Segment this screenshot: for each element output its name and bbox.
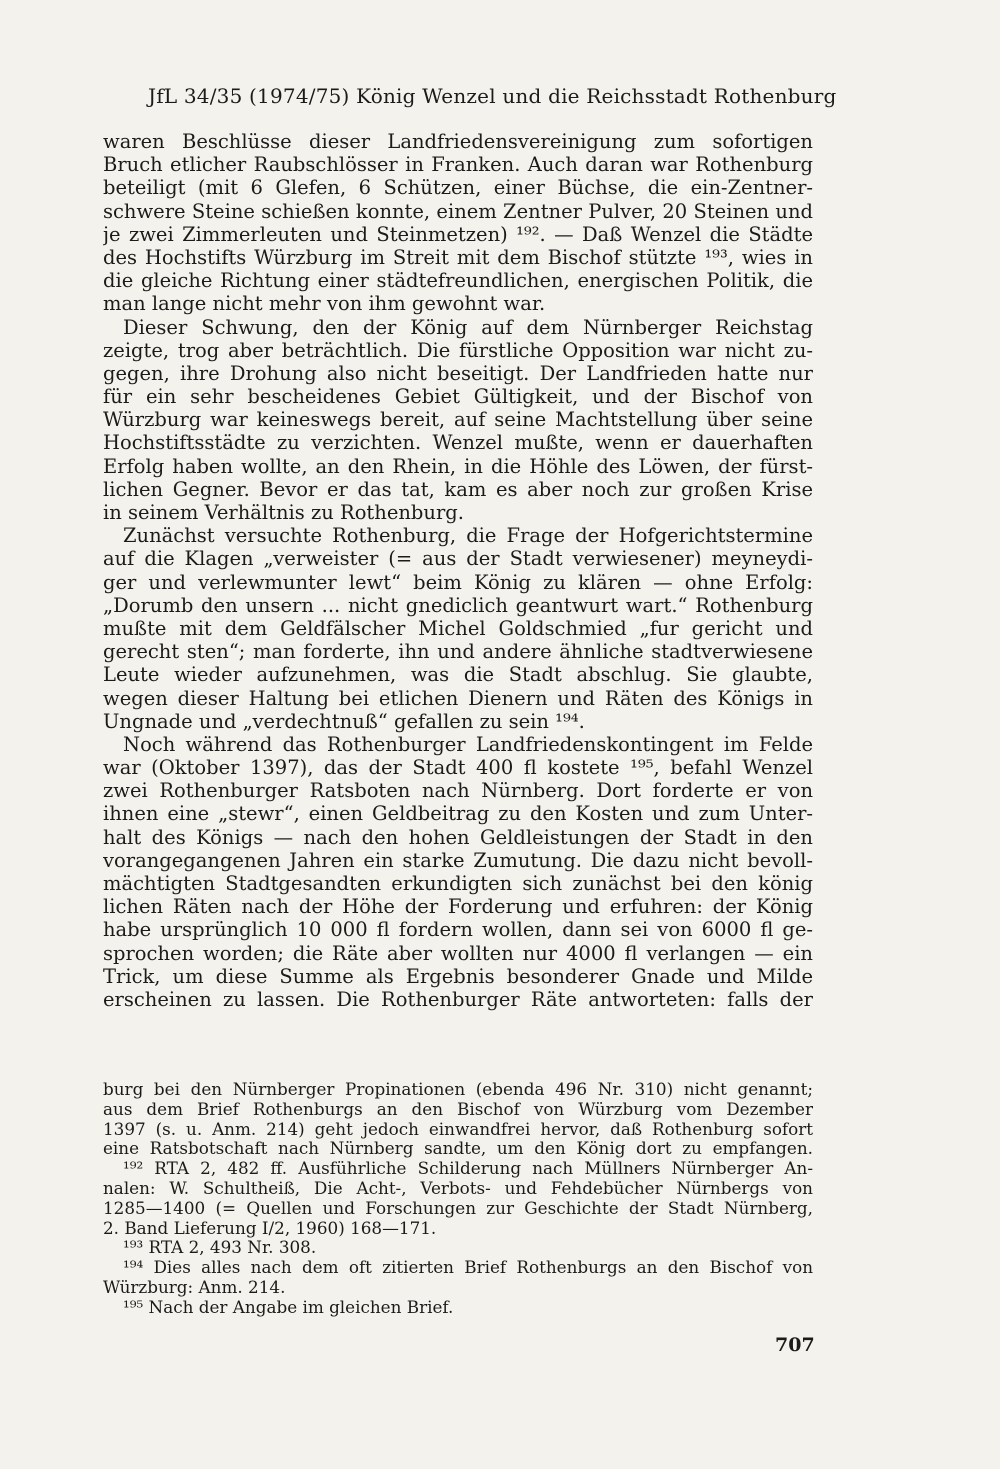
footnote-line: ¹⁹⁵ Nach der Angabe im gleichen Brief.	[123, 1297, 454, 1317]
main-text	[103, 130, 813, 1011]
text-line: Hochstiftsstädte zu verzichten. Wenzel mußte, wenn er dauerhaften	[103, 431, 813, 455]
text-line: erscheinen zu lassen. Die Rothenburger Räte antworteten: falls der	[103, 987, 813, 1011]
text-line: waren Beschlüsse dieser Landfriedensvereinigung zum sofortigen	[103, 130, 813, 153]
text-line: „Dorumb den unsern ... nicht gnediclich geantwurt wart.“ Rothenburg	[103, 593, 813, 617]
running-header: JfL 34/35 (1974/75) König Wenzel und die Reichsstadt Rothenburg	[148, 84, 837, 108]
text-line: man lange nicht mehr von ihm gewohnt war.	[103, 292, 546, 316]
text-line: vorangegangenen Jahren ein starke Zumutung. Die dazu nicht bevoll-	[103, 848, 813, 872]
text-line: Bruch etlicher Raubschlösser in Franken. Auch daran war Rothenburg	[103, 153, 813, 177]
text-line: ihnen eine „stewr“, einen Geldbeitrag zu den Kosten und zum Unter-	[103, 802, 813, 826]
text-line: in seinem Verhältnis zu Rothenburg.	[103, 501, 464, 524]
footnote-line: aus dem Brief Rothenburgs an den Bischof von Würzburg vom Dezember	[103, 1099, 813, 1119]
text-line: schwere Steine schießen konnte, einem Zentner Pulver, 20 Steinen und	[103, 199, 813, 223]
footnote-line: nalen: W. Schultheiß, Die Acht-, Verbots- und Fehdebücher Nürnbergs von	[103, 1178, 813, 1198]
text-line: zeigte, trog aber beträchtlich. Die fürstliche Opposition war nicht zu-	[103, 338, 813, 362]
footnotes	[103, 1080, 813, 1318]
text-line: wegen dieser Haltung bei etlichen Dienern und Räten des Königs in	[103, 686, 813, 710]
text-line: des Hochstifts Würzburg im Streit mit dem Bischof stützte ¹⁹³, wies in	[103, 245, 813, 269]
text-line: gerecht sten“; man forderte, ihn und andere ähnliche stadtverwiesene	[103, 640, 813, 664]
footnote-line: Würzburg: Anm. 214.	[103, 1277, 286, 1297]
text-line: auf die Klagen „verweister (= aus der Stadt verwiesener) meyneydi-	[103, 547, 813, 571]
footnote-line: ¹⁹⁴ Dies alles nach dem oft zitierten Brief Rothenburgs an den Bischof von	[123, 1258, 813, 1278]
text-line: Trick, um diese Summe als Ergebnis besonderer Gnade und Milde	[103, 964, 813, 988]
footnote-line: ¹⁹² RTA 2, 482 ff. Ausführliche Schilderung nach Müllners Nürnberger An-	[123, 1159, 813, 1179]
text-line: beteiligt (mit 6 Glefen, 6 Schützen, einer Büchse, die ein-Zentner-	[103, 176, 813, 200]
text-line: die gleiche Richtung einer städtefreundlichen, energischen Politik, die	[103, 269, 813, 293]
text-line: ger und verlewmunter lewt“ beim König zu klären — ohne Erfolg:	[103, 570, 813, 594]
footnote-line: ¹⁹³ RTA 2, 493 Nr. 308.	[123, 1238, 317, 1258]
text-line: Dieser Schwung, den der König auf dem Nürnberger Reichstag	[123, 315, 813, 339]
text-line: für ein sehr bescheidenes Gebiet Gültigkeit, und der Bischof von	[103, 385, 813, 409]
footnote-line: 1397 (s. u. Anm. 214) geht jedoch einwandfrei hervor, daß Rothenburg sofort	[103, 1119, 813, 1139]
text-line: gegen, ihre Drohung also nicht beseitigt. Der Landfrieden hatte nur	[103, 361, 813, 385]
text-line: lichen Gegner. Bevor er das tat, kam es aber noch zur großen Krise	[103, 477, 813, 501]
footnote-line: burg bei den Nürnberger Propinationen (ebenda 496 Nr. 310) nicht genannt;	[103, 1080, 813, 1099]
text-line: mächtigten Stadtgesandten erkundigten sich zunächst bei den könig	[103, 872, 813, 895]
text-line: Leute wieder aufzunehmen, was die Stadt abschlug. Sie glaubte,	[103, 663, 813, 687]
text-line: Erfolg haben wollte, an den Rhein, in die Höhle des Löwen, der fürst-	[103, 454, 813, 478]
text-line: mußte mit dem Geldfälscher Michel Goldschmied „fur gericht und	[103, 616, 813, 640]
text-line: habe ursprünglich 10 000 fl fordern wollen, dann sei von 6000 fl ge-	[103, 918, 813, 942]
page-number: 707	[775, 1334, 815, 1356]
text-line: Noch während das Rothenburger Landfriedenskontingent im Felde	[123, 732, 813, 756]
footnote-line: 2. Band Lieferung I/2, 1960) 168—171.	[103, 1218, 437, 1238]
text-line: halt des Königs — nach den hohen Geldleistungen der Stadt in den	[103, 825, 813, 849]
text-line: lichen Räten nach der Höhe der Forderung und erfuhren: der König	[103, 895, 813, 919]
footnote-line: eine Ratsbotschaft nach Nürnberg sandte, um den König dort zu empfangen.	[103, 1139, 813, 1159]
text-line: Zunächst versuchte Rothenburg, die Frage der Hofgerichtstermine	[123, 524, 813, 548]
text-line: Ungnade und „verdechtnuß“ gefallen zu sein ¹⁹⁴.	[103, 709, 585, 733]
footnote-line: 1285—1400 (= Quellen und Forschungen zur Geschichte der Stadt Nürnberg,	[103, 1198, 813, 1218]
text-line: Würzburg war keineswegs bereit, auf seine Machtstellung über seine	[103, 408, 813, 432]
text-line: zwei Rothenburger Ratsboten nach Nürnberg. Dort forderte er von	[103, 779, 813, 803]
text-line: war (Oktober 1397), das der Stadt 400 fl kostete ¹⁹⁵, befahl Wenzel	[103, 756, 813, 780]
text-line: je zwei Zimmerleuten und Steinmetzen) ¹⁹². — Daß Wenzel die Städte	[103, 222, 813, 246]
text-line: sprochen worden; die Räte aber wollten nur 4000 fl verlangen — ein	[103, 941, 813, 965]
